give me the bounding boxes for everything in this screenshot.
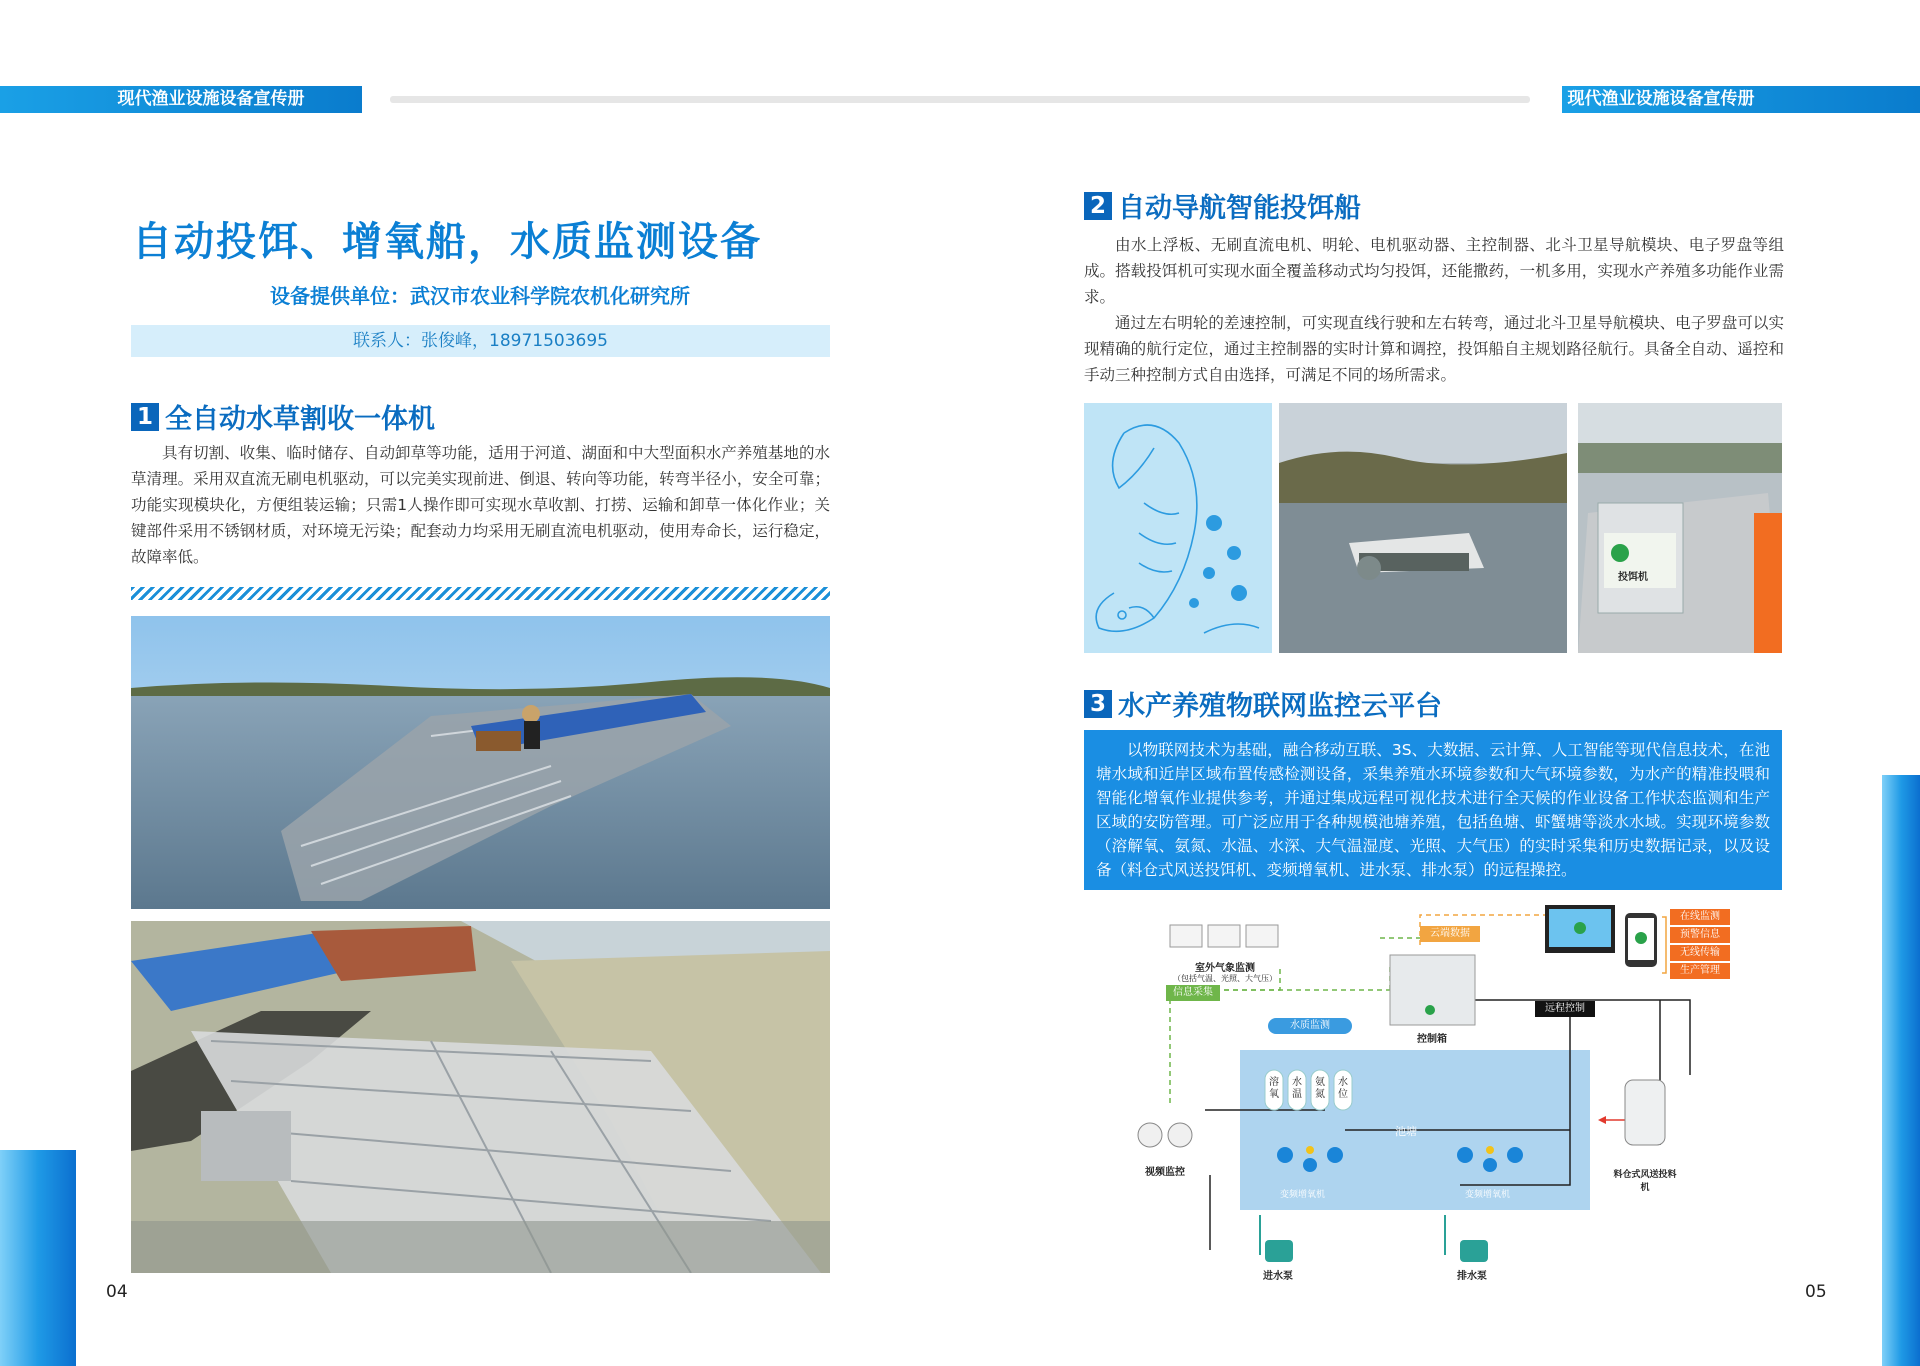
left-header-band bbox=[0, 86, 362, 113]
section1-heading bbox=[131, 397, 435, 436]
section2-body bbox=[1084, 232, 1784, 388]
section1-paragraph: 具有切割、收集、临时储存、自动卸草等功能，适用于河道、湖面和中大型面积水产养殖基地的水草清理。采用双直流无刷电机驱动，可以完美实现前进、倒退、转向等功能，转弯半径小，安全可靠；功能实现模块化，方便组装运输；只需1人操作即可实现水草收割、打捞、运输和卸草一体化作业；关键部件采用不锈钢材质，对环境无污染；配套动力均采用无刷直流电机驱动，使用寿命长，运行稳定，故障率低。 bbox=[131, 444, 830, 566]
section3-number: 3 bbox=[1084, 690, 1112, 718]
sensor-dissolved-oxygen: 溶氧 bbox=[1269, 1077, 1279, 1100]
section1-body bbox=[131, 440, 830, 570]
section1-title: 全自动水草割收一体机 bbox=[165, 404, 435, 435]
section3-paragraph: 以物联网技术为基础，融合移动互联、3S、大数据、云计算、人工智能等现代信息技术，在池塘水域和近岸区域布置传感检测设备，采集养殖水环境参数和大气环境参数，为水产的精准投喂和智能化增氧作业提供参考，并通过集成远程可视化技术进行全天候的作业设备工作状态监测和生产区域的安防管理。可广泛应用于各种规模池塘养殖，包括鱼塘、虾蟹塘等淡水水域。实现环境参数（溶解氧、氨氮、水温、水深、大气温湿度、光照、大气压）的实时采集和历史数据记录，以及设备（料仓式风送投饵机、变频增氧机、进水泵、排水泵）的远程操控。 bbox=[1096, 741, 1770, 879]
koi-fish-illustration bbox=[1084, 403, 1272, 653]
sensor-water-temp: 水温 bbox=[1292, 1077, 1302, 1100]
contact-band bbox=[131, 325, 830, 357]
section3-title: 水产养殖物联网监控云平台 bbox=[1118, 691, 1442, 722]
provider-line: 设备提供单位：武汉市农业科学院农机化研究所 bbox=[270, 284, 690, 308]
left-header-title: 现代渔业设施设备宣传册 bbox=[117, 89, 305, 109]
right-header-band bbox=[1562, 86, 1920, 113]
feeder-machine-photo bbox=[1578, 403, 1782, 653]
striped-divider bbox=[131, 587, 830, 600]
remote-control-tag: 远程控制 bbox=[1535, 1001, 1595, 1017]
right-page-number: 05 bbox=[1805, 1282, 1827, 1302]
feeder-label: 投饵机 bbox=[1618, 572, 1648, 583]
section2-title: 自动导航智能投饵船 bbox=[1118, 193, 1361, 224]
section1-number: 1 bbox=[131, 403, 159, 431]
cloud-data-tag: 云端数据 bbox=[1420, 926, 1480, 942]
weed-harvester-photo-1 bbox=[131, 616, 830, 909]
app-menu-production: 生产管理 bbox=[1670, 963, 1730, 979]
outlet-pump-label: 排水泵 bbox=[1457, 1271, 1487, 1282]
right-side-bar bbox=[1882, 775, 1920, 1366]
section2-paragraph-2: 通过左右明轮的差速控制，可实现直线行驶和左右转弯，通过北斗卫星导航模块、电子罗盘可以实现精确的航行定位，通过主控制器的实时计算和调控，投饵船自主规划路径航行。具备全自动、遥控和手动三种控制方式自由选择，可满足不同的场所需求。 bbox=[1084, 314, 1784, 384]
section2-number: 2 bbox=[1084, 192, 1112, 220]
video-monitor-label: 视频监控 bbox=[1145, 1167, 1185, 1178]
aerator-right-label: 变频增氧机 bbox=[1465, 1190, 1511, 1200]
feeding-boat-photo bbox=[1279, 403, 1567, 653]
weed-harvester-photo-2 bbox=[131, 921, 830, 1273]
sensor-water-level: 水位 bbox=[1338, 1077, 1348, 1100]
pond-label: 池塘 bbox=[1395, 1125, 1417, 1138]
section3-heading bbox=[1084, 684, 1442, 723]
weather-station-sublabel: （包括气温、光照、大气压） bbox=[1173, 974, 1277, 983]
header-divider bbox=[390, 96, 1530, 103]
section2-paragraph-1: 由水上浮板、无刷直流电机、明轮、电机驱动器、主控制器、北斗卫星导航模块、电子罗盘等组成。搭载投饵机可实现水面全覆盖移动式均匀投饵，还能撒药，一机多用，实现水产养殖多功能作业需求。 bbox=[1084, 236, 1784, 306]
aerator-left-label: 变频增氧机 bbox=[1280, 1190, 1326, 1200]
inlet-pump-label: 进水泵 bbox=[1263, 1271, 1293, 1282]
page-title: 自动投饵、增氧船，水质监测设备 bbox=[132, 219, 762, 265]
feeder-silo-label: 料仓式风送投料机 bbox=[1613, 1170, 1677, 1193]
left-side-bar bbox=[0, 1150, 76, 1366]
control-box-label: 控制箱 bbox=[1417, 1034, 1447, 1045]
contact-text: 联系人：张俊峰，18971503695 bbox=[353, 331, 608, 351]
section2-heading bbox=[1084, 186, 1361, 225]
app-menu-online-monitor: 在线监测 bbox=[1670, 909, 1730, 925]
info-collect-tag: 信息采集 bbox=[1166, 985, 1220, 1001]
sensor-ammonia: 氨氮 bbox=[1315, 1077, 1325, 1100]
iot-system-diagram bbox=[1130, 905, 1750, 1285]
app-menu-wireless: 无线传输 bbox=[1670, 945, 1730, 961]
section3-body-box bbox=[1084, 730, 1782, 890]
app-menu-alert-info: 预警信息 bbox=[1670, 927, 1730, 943]
left-page-number: 04 bbox=[106, 1282, 128, 1302]
right-header-title: 现代渔业设施设备宣传册 bbox=[1567, 89, 1755, 109]
weather-station-label: 室外气象监测 bbox=[1195, 963, 1255, 974]
water-monitor-tag: 水质监测 bbox=[1268, 1018, 1352, 1034]
